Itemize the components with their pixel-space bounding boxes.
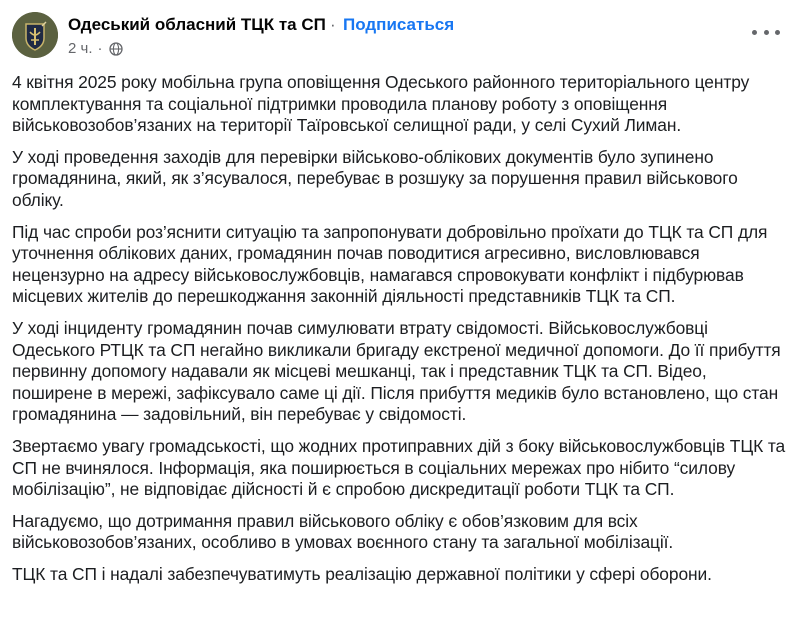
post-time-link[interactable]: 2 ч. <box>68 40 93 57</box>
emblem-icon <box>12 12 58 58</box>
post-paragraph: Нагадуємо, що дотримання правил військового обліку є обов’язковим для всіх військовозобов’язаних, особливо в умовах воєнного стану та загальної мобілізації. <box>12 510 674 553</box>
post-body <box>12 72 790 595</box>
post-header <box>12 12 788 62</box>
more-dot <box>764 30 769 35</box>
more-dot <box>752 30 757 35</box>
post-meta <box>68 40 123 57</box>
avatar[interactable] <box>12 12 58 58</box>
header-separator: · <box>330 15 336 34</box>
more-options-icon[interactable] <box>752 26 780 38</box>
post-paragraph: У ході інциденту громадянин почав симулювати втрату свідомості. Військовослужбовці Одеського РТЦК та СП негайно викликали бригаду екстреної медичної допомоги. До її прибуття первинну допомогу надавали як місцеві мешканці, так і представник ТЦК та СП. Відео, поширене в мережі, зафіксувало саме ці дії. Після прибуття медиків було встановлено, що стан громадянина — задовільний, він перебуває у свідомості. <box>12 317 781 425</box>
post-paragraph: Звертаємо увагу громадськості, що жодних протиправних дій з боку військовослужбовців ТЦК та СП не вчинялося. Інформація, яка поширюється в соціальних мережах про нібито “силову мобілізацію”, не відповідає дійсності й є спробою дискредитації роботи ТЦК та СП. <box>12 435 786 500</box>
more-dot <box>775 30 780 35</box>
meta-separator: · <box>97 40 103 57</box>
post-paragraph: 4 квітня 2025 року мобільна група оповіщення Одеського районного територіального центру комплектування та соціальної підтримки проводила планову роботу з оповіщення військовозобов’язаних на території Таїровської селищної ради, у селі Сухий Лиман. <box>12 72 750 136</box>
post-paragraph: ТЦК та СП і надалі забезпечуватимуть реалізацію державної політики у сфері оборони. <box>12 563 712 584</box>
post-paragraph: У ході проведення заходів для перевірки військово-облікових документів було зупинено громадянина, який, як з’ясувалося, перебуває в розшуку за порушення правил військового обліку. <box>12 146 738 210</box>
globe-icon[interactable] <box>109 42 123 56</box>
post-paragraph: Під час спроби роз’яснити ситуацію та запропонувати добровільно проїхати до ТЦК та СП для уточнення облікових даних, громадянин почав поводитися агресивно, висловлювався нецензурно на адресу військовослужбовців, намагався спровокувати конфлікт і підбурював місцевих жителів до перешкоджання законній діяльності представників ТЦК та СП. <box>12 221 768 307</box>
follow-button[interactable]: Подписаться <box>343 15 455 34</box>
page-name-link[interactable]: Одеський обласний ТЦК та СП <box>68 15 326 34</box>
